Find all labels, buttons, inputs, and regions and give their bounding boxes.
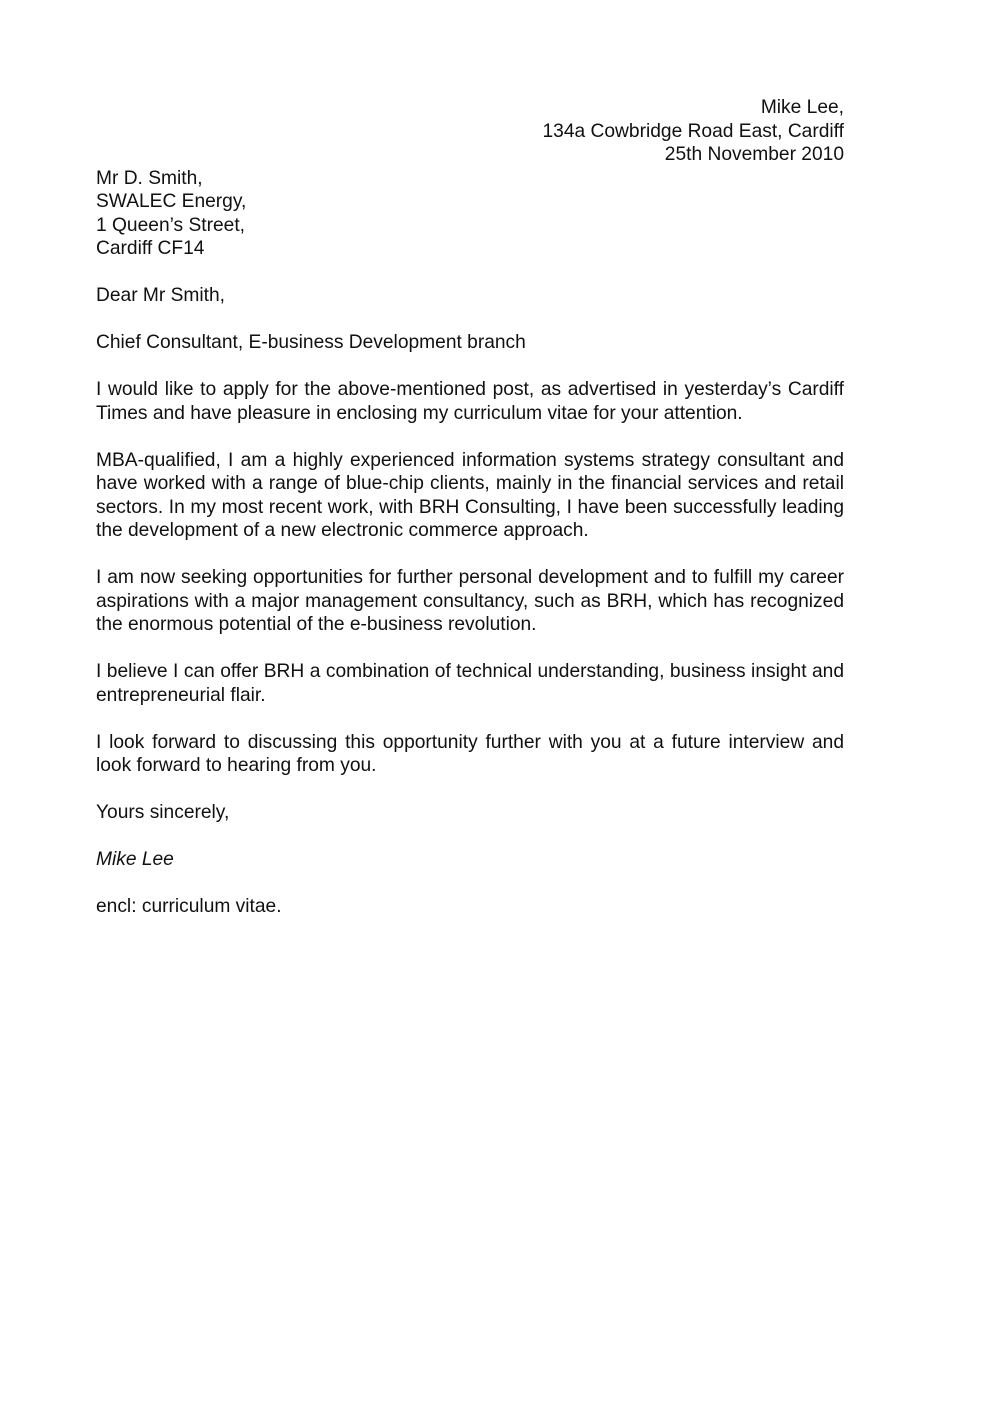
recipient-company: SWALEC Energy, <box>96 191 247 212</box>
recipient-name: Mr D. Smith, <box>96 167 203 189</box>
body-paragraph: I look forward to discussing this opportunity further with you at a future interview and look forward to hearing from you. <box>96 731 844 776</box>
salutation: Dear Mr Smith, <box>96 285 226 306</box>
sender-block <box>96 96 844 167</box>
subject-line: Chief Consultant, E-business Development branch <box>96 332 526 353</box>
body-paragraph: I am now seeking opportunities for further personal development and to fulfill my career aspirations with a major management consultancy, such as BRH, which has recognized the enormous potential of the e-business revolution. <box>96 567 844 635</box>
body-paragraph: MBA-qualified, I am a highly experienced information systems strategy consultant and have worked with a range of blue-chip clients, mainly in the financial services and retail sectors. In my most recent work, with BRH Consulting, I have been successfully leading the development of a new electronic commerce approach. <box>96 449 844 541</box>
recipient-street: 1 Queen’s Street, <box>96 214 245 236</box>
letter-date: 25th November 2010 <box>664 144 844 165</box>
sender-address: 134a Cowbridge Road East, Cardiff <box>542 120 844 142</box>
recipient-city: Cardiff CF14 <box>96 238 205 259</box>
enclosure-note: encl: curriculum vitae. <box>96 896 282 917</box>
recipient-block <box>96 167 844 261</box>
cover-letter <box>96 96 844 919</box>
body-paragraph: I would like to apply for the above-mentioned post, as advertised in yesterday’s Cardiff Times and have pleasure in enclosing my curriculum vitae for your attention. <box>96 379 844 424</box>
body-paragraph: I believe I can offer BRH a combination of technical understanding, business insight and entrepreneurial flair. <box>96 661 844 706</box>
sender-name: Mike Lee, <box>760 97 844 118</box>
closing: Yours sincerely, <box>96 802 230 823</box>
signature: Mike Lee <box>96 849 174 870</box>
